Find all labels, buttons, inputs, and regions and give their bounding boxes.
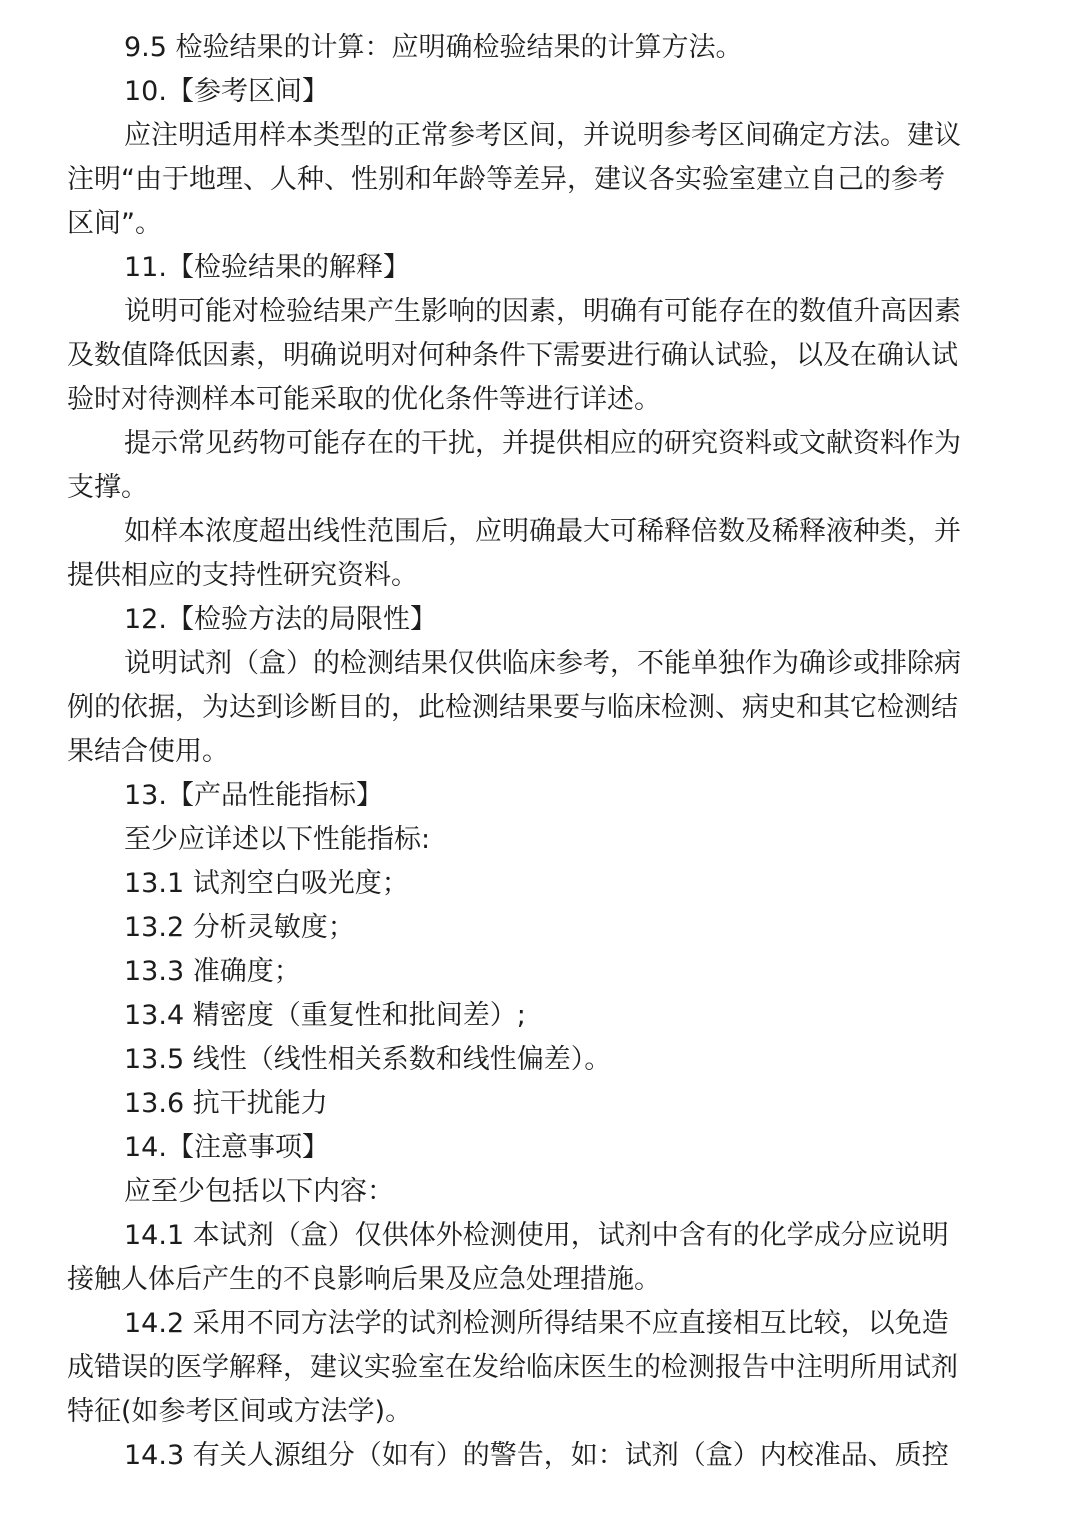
limitations-paragraph: 说明试剂（盒）的检测结果仅供临床参考，不能单独作为确诊或排除病 bbox=[124, 648, 961, 679]
list-item: 13.3 准确度； bbox=[124, 956, 301, 987]
list-item: 13.6 抗干扰能力 bbox=[124, 1088, 328, 1119]
dilution-paragraph: 提供相应的支持性研究资料。 bbox=[67, 560, 418, 591]
list-item: 13.1 试剂空白吸光度； bbox=[124, 868, 409, 899]
section-12-heading: 12.【检验方法的局限性】 bbox=[124, 604, 437, 635]
precaution-14-3: 14.3 有关人源组分（如有）的警告，如：试剂（盒）内校准品、质控 bbox=[124, 1440, 949, 1471]
section-14-heading: 14.【注意事项】 bbox=[124, 1132, 329, 1163]
list-item: 13.2 分析灵敏度； bbox=[124, 912, 355, 943]
precaution-14-2: 14.2 采用不同方法学的试剂检测所得结果不应直接相互比较，以免造 bbox=[124, 1308, 949, 1339]
interpretation-paragraph: 验时对待测样本可能采取的优化条件等进行详述。 bbox=[67, 384, 661, 415]
interpretation-paragraph: 及数值降低因素，明确说明对何种条件下需要进行确认试验，以及在确认试 bbox=[67, 340, 958, 371]
list-item: 13.4 精密度（重复性和批间差）; bbox=[124, 1000, 526, 1031]
interpretation-paragraph: 说明可能对检验结果产生影响的因素，明确有可能存在的数值升高因素 bbox=[124, 296, 961, 327]
precautions-intro: 应至少包括以下内容： bbox=[124, 1176, 394, 1207]
section-9-5-line: 9.5 检验结果的计算：应明确检验结果的计算方法。 bbox=[124, 32, 743, 63]
reference-interval-paragraph: 区间”。 bbox=[67, 208, 162, 239]
precaution-14-2: 特征(如参考区间或方法学)。 bbox=[67, 1396, 413, 1427]
performance-intro: 至少应详述以下性能指标: bbox=[124, 824, 431, 855]
interference-paragraph: 支撑。 bbox=[67, 472, 148, 503]
list-item: 13.5 线性（线性相关系数和线性偏差）。 bbox=[124, 1044, 612, 1075]
precaution-14-1: 14.1 本试剂（盒）仅供体外检测使用，试剂中含有的化学成分应说明 bbox=[124, 1220, 949, 1251]
limitations-paragraph: 果结合使用。 bbox=[67, 736, 229, 767]
section-11-heading: 11.【检验结果的解释】 bbox=[124, 252, 410, 283]
dilution-paragraph: 如样本浓度超出线性范围后，应明确最大可稀释倍数及稀释液种类，并 bbox=[124, 516, 961, 547]
reference-interval-paragraph: 注明“由于地理、人种、性别和年龄等差异，建议各实验室建立自己的参考 bbox=[67, 164, 945, 195]
section-13-heading: 13.【产品性能指标】 bbox=[124, 780, 383, 811]
interference-paragraph: 提示常见药物可能存在的干扰，并提供相应的研究资料或文献资料作为 bbox=[124, 428, 961, 459]
precaution-14-1: 接触人体后产生的不良影响后果及应急处理措施。 bbox=[67, 1264, 661, 1295]
section-10-heading: 10.【参考区间】 bbox=[124, 76, 329, 107]
limitations-paragraph: 例的依据，为达到诊断目的，此检测结果要与临床检测、病史和其它检测结 bbox=[67, 692, 958, 723]
reference-interval-paragraph: 应注明适用样本类型的正常参考区间，并说明参考区间确定方法。建议 bbox=[124, 120, 961, 151]
precaution-14-2: 成错误的医学解释，建议实验室在发给临床医生的检测报告中注明所用试剂 bbox=[67, 1352, 958, 1383]
